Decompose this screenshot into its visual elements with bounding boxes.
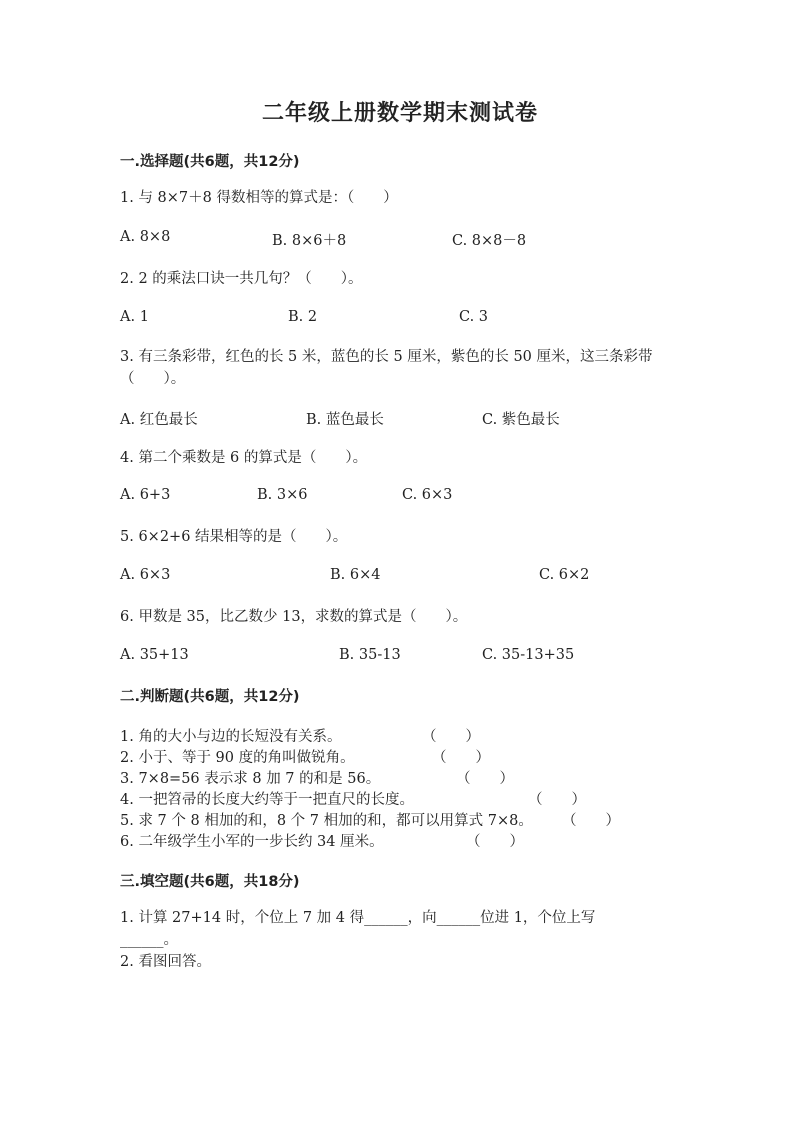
choice-5-option-b: B. 6×4 bbox=[330, 567, 381, 583]
choice-6-option-b: B. 35-13 bbox=[339, 647, 401, 663]
judge-5-answer-blank: （ ） bbox=[562, 813, 620, 829]
choice-2-option-c: C. 3 bbox=[459, 309, 489, 325]
judge-6-answer-blank: （ ） bbox=[466, 834, 524, 850]
section-header-choice: 一.选择题(共6题，共12分) bbox=[120, 154, 300, 170]
judge-1-answer-blank: （ ） bbox=[422, 729, 480, 745]
judge-item-4: 4. 一把笤帚的长度大约等于一把直尺的长度。 bbox=[120, 792, 414, 808]
choice-4-option-b: B. 3×6 bbox=[257, 487, 308, 503]
fill-question-2: 2. 看图回答。 bbox=[120, 954, 211, 970]
choice-3-option-a: A. 红色最长 bbox=[120, 412, 198, 428]
choice-6-option-c: C. 35-13+35 bbox=[482, 647, 575, 663]
judge-item-2: 2. 小于、等于 90 度的角叫做锐角。 bbox=[120, 750, 355, 766]
choice-6-option-a: A. 35+13 bbox=[120, 647, 189, 663]
judge-item-5: 5. 求 7 个 8 相加的和，8 个 7 相加的和，都可以用算式 7×8。 bbox=[120, 813, 533, 829]
judge-item-3: 3. 7×8=56 表示求 8 加 7 的和是 56。 bbox=[120, 771, 381, 787]
choice-4-option-a: A. 6+3 bbox=[120, 487, 171, 503]
choice-question-2: 2. 2 的乘法口诀一共几句？（ ）。 bbox=[120, 271, 363, 287]
choice-4-option-c: C. 6×3 bbox=[402, 487, 453, 503]
choice-question-3: 3. 有三条彩带，红色的长 5 米，蓝色的长 5 厘米，紫色的长 50 厘米，这三条彩带（ ）。 bbox=[120, 349, 653, 387]
judge-2-answer-blank: （ ） bbox=[432, 750, 490, 766]
choice-question-6: 6. 甲数是 35，比乙数少 13，求数的算式是（ ）。 bbox=[120, 609, 468, 625]
choice-5-option-a: A. 6×3 bbox=[120, 567, 171, 583]
section-header-judge: 二.判断题(共6题，共12分) bbox=[120, 689, 300, 705]
fill-question-1: 1. 计算 27+14 时，个位上 7 加 4 得______，向______位进 1，个位上写______。 bbox=[120, 910, 596, 948]
choice-3-option-c: C. 紫色最长 bbox=[482, 412, 560, 428]
judge-item-1: 1. 角的大小与边的长短没有关系。 bbox=[120, 729, 342, 745]
choice-1-option-a: A. 8×8 bbox=[120, 229, 171, 245]
choice-3-option-b: B. 蓝色最长 bbox=[306, 412, 384, 428]
choice-question-4: 4. 第二个乘数是 6 的算式是（ ）。 bbox=[120, 450, 368, 466]
choice-1-option-c: C. 8×8－8 bbox=[452, 233, 527, 249]
choice-2-option-b: B. 2 bbox=[288, 309, 318, 325]
page-title: 二年级上册数学期末测试卷 bbox=[261, 100, 538, 126]
choice-question-5: 5. 6×2+6 结果相等的是（ ）。 bbox=[120, 529, 348, 545]
section-header-fill: 三.填空题(共6题，共18分) bbox=[120, 874, 300, 890]
judge-3-answer-blank: （ ） bbox=[456, 771, 514, 787]
choice-question-1: 1. 与 8×7＋8 得数相等的算式是：（ ） bbox=[120, 190, 398, 206]
choice-1-option-b: B. 8×6＋8 bbox=[272, 233, 347, 249]
judge-item-6: 6. 二年级学生小军的一步长约 34 厘米。 bbox=[120, 834, 384, 850]
choice-5-option-c: C. 6×2 bbox=[539, 567, 590, 583]
judge-4-answer-blank: （ ） bbox=[528, 792, 586, 808]
choice-2-option-a: A. 1 bbox=[120, 309, 149, 325]
